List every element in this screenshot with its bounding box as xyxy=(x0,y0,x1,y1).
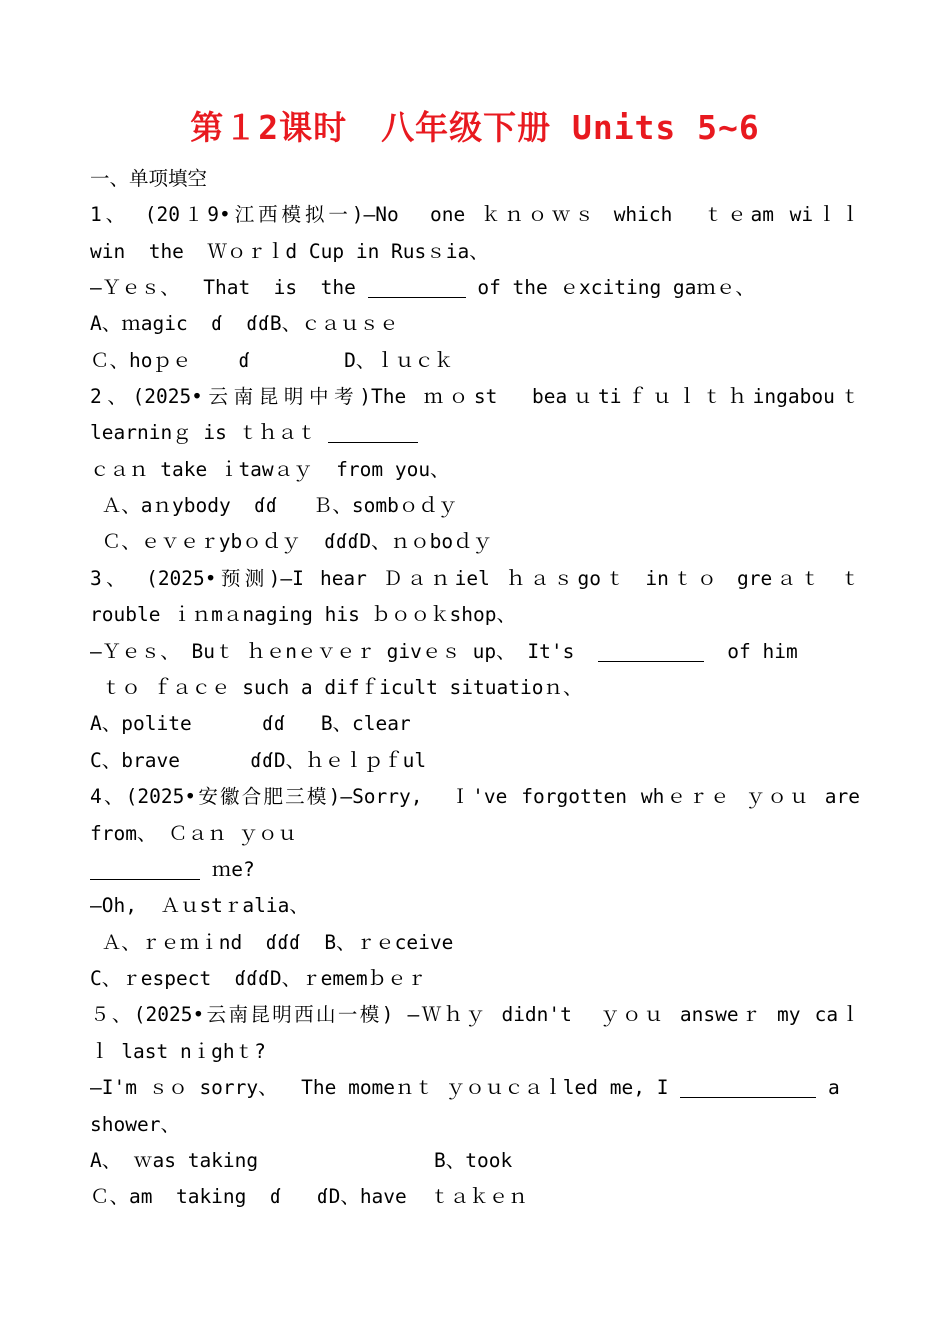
question-5-line-4: shower、 xyxy=(90,1113,180,1136)
question-3-options-ab: A、polite ɗɗ B、clear xyxy=(90,712,411,735)
question-1-options-cd: Ｃ、hoｐｅ ɗ D、ｌｕｃｋ xyxy=(90,349,454,372)
question-1-options-ab: A、ｍagic ɗ ɗɗB、ｃａｕｓｅ xyxy=(90,312,399,335)
question-5-option-b: B、took xyxy=(434,1149,513,1172)
question-1-line-1: 1、 (20１9•江西模拟一)—No one ｋｎｏｗｓ which ｔｅam wiｌｌ xyxy=(90,203,860,226)
question-3-line-4: ｔｏ ｆａｃｅ such a difｆicult situatioｎ、 xyxy=(90,676,583,699)
question-3-stem-end: of him xyxy=(715,640,798,663)
question-5-stem-end: a xyxy=(816,1076,840,1099)
question-3-options-cd: C、brave ɗɗD、ｈｅｌｐｆul xyxy=(90,749,427,772)
question-2-line-3: ｃａｎ take ｉtawａｙ from you、 xyxy=(90,458,450,481)
question-5-line-3 xyxy=(90,1073,860,1103)
answer-blank-4[interactable] xyxy=(90,859,200,880)
question-1-line-3 xyxy=(90,273,860,303)
question-2-line-2 xyxy=(90,418,860,448)
question-4-line-1: 4、(2025•安徽合肥三模)—Sorry, Ｉ've forgotten whｅｒｅ ｙｏｕ are xyxy=(90,785,860,808)
question-5-options-cd: Ｃ、am taking ɗ ɗD、have ｔａｋｅｎ xyxy=(90,1185,528,1208)
question-5-line-1: ５、(2025•云南昆明西山一模) —Ｗｈｙ didn't ｙｏｕ answeｒ my caｌ xyxy=(90,1003,860,1026)
question-5-stem: —I'm ｓｏ sorry、 The momeｎｔ ｙｏｕｃａｌled me, I xyxy=(90,1076,669,1099)
question-3-stem: —Ｙｅｓ、 Buｔ ｈｅnｅｖｅｒ givｅｓ up、 It's xyxy=(90,640,575,663)
question-4-options-ab: Ａ、ｒｅｍｉnd ɗɗɗ B、ｒｅceive xyxy=(90,931,454,954)
question-3-line-3 xyxy=(90,637,860,667)
question-4-options-cd: C、ｒespect ɗɗɗD、ｒememｂｅｒ xyxy=(90,967,427,990)
question-1-stem-end: of the ｅxciting gaｍｅ、 xyxy=(465,276,755,299)
question-2-options-ab: Ａ、aｎybody ɗɗ Ｂ、sombｏｄｙ xyxy=(90,494,458,517)
question-4-line-2: from、 Ｃａｎ ｙｏｕ xyxy=(90,822,297,845)
question-5-line-2: ｌ last nｉghｔ? xyxy=(90,1040,266,1063)
question-2-stem: learninｇ is ｔｈａｔ xyxy=(90,421,317,444)
answer-blank-1[interactable] xyxy=(368,277,466,298)
section-heading: 一、单项填空 xyxy=(90,167,208,190)
page-title: 第１2课时 八年级下册 Units 5~6 xyxy=(190,108,760,147)
question-5-options-ab xyxy=(90,1146,860,1176)
answer-blank-3[interactable] xyxy=(598,641,704,662)
question-5-option-a: A、 ｗas taking xyxy=(90,1149,259,1172)
answer-blank-2[interactable] xyxy=(328,422,418,443)
question-2-options-cd: Ｃ、ｅｖｅｒybｏｄｙ ɗɗɗD、ｎｏboｄｙ xyxy=(90,530,493,553)
question-4-line-4: —Oh, Ａｕstｒalia、 xyxy=(90,894,309,917)
answer-blank-5[interactable] xyxy=(680,1077,816,1098)
question-3-line-2: rouble ｉｎmａnaging his ｂｏｏｋshop、 xyxy=(90,603,517,626)
question-1-line-2: win the Ｗｏｒｌd Cup in Rusｓia、 xyxy=(90,240,489,263)
question-4-stem-end: ｍe? xyxy=(200,858,255,881)
question-2-line-1: 2、(2025•云南昆明中考)The ｍｏst beaｕtiｆｕｌｔｈingabouｔ xyxy=(90,385,860,408)
question-4-line-3 xyxy=(90,855,860,885)
question-1-stem: —Ｙｅｓ、 That is the xyxy=(90,276,356,299)
question-3-line-1: 3、 (2025•预测)—I hear Ｄａｎiel ｈａｓgoｔ inｔｏ greａｔ ｔ xyxy=(90,567,860,590)
